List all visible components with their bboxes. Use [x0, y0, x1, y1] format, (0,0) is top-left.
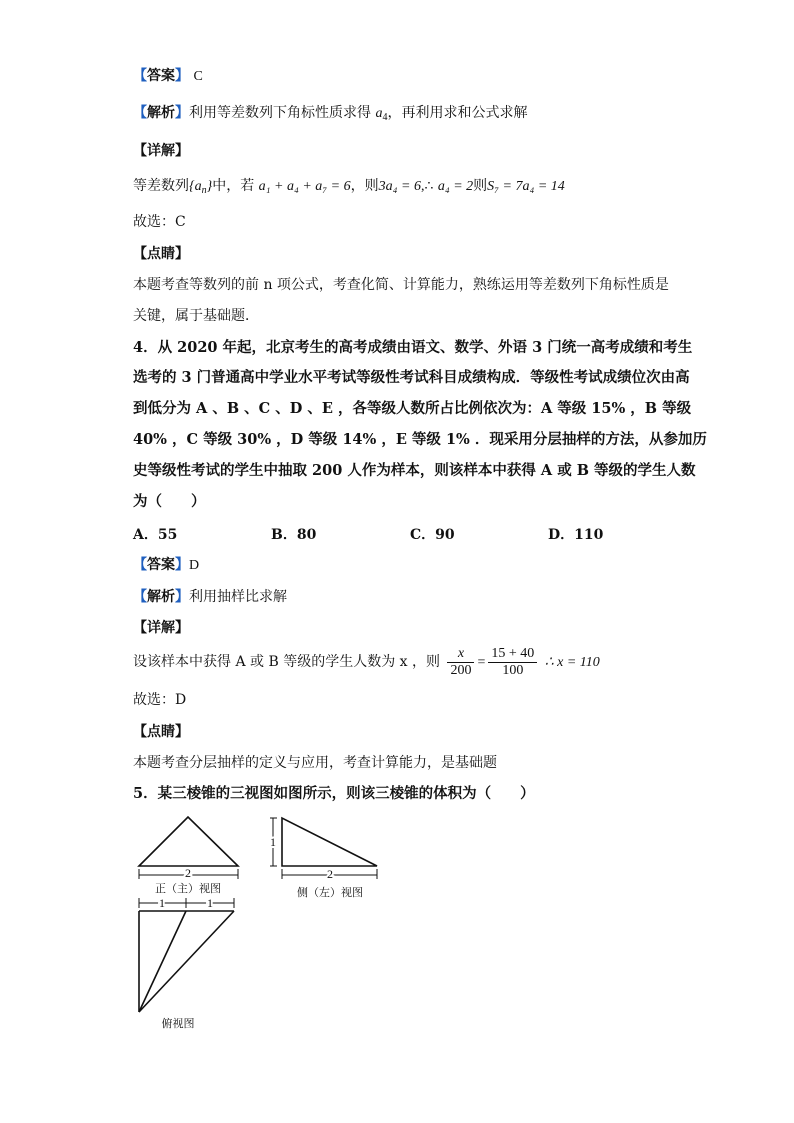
q4-analysis-tag: 解析: [147, 589, 175, 605]
side-view-label: 侧（左）视图: [297, 887, 363, 899]
q4-frac2-den: 100: [502, 662, 524, 678]
q4-frac1-num: x: [447, 646, 474, 663]
top-dim-left-label: 1: [159, 896, 165, 910]
q3-detail-eq4: S₇ = 7a₄ = 14: [487, 179, 565, 194]
q3-choose: 故选：C: [133, 214, 186, 230]
q3-detail-prefix: 等差数列: [133, 178, 189, 194]
q3-comment-line1: 本题考查等数列的前 n 项公式，考查化简、计算能力，熟练运用等差数列下角标性质是: [133, 277, 669, 293]
q4-stem-line4: 40% ，C 等级 30% ，D 等级 14% ，E 等级 1% ．现采用分层抽样的方法，从参加历: [133, 431, 707, 448]
q3-detail-seq-end: }: [206, 179, 213, 194]
front-dim-label: 2: [185, 866, 191, 880]
q4-answer-tag: 答案: [147, 557, 175, 573]
q3-analysis-text: 利用等差数列下角标性质求得: [189, 105, 371, 121]
q4-analysis-text: 利用抽样比求解: [189, 589, 287, 605]
q4-choose: 故选：D: [133, 692, 187, 708]
q3-analysis-var: a: [375, 106, 383, 121]
q3-answer-line: 【答案】 C: [133, 68, 203, 84]
q3-detail-then: ，则: [350, 178, 379, 194]
q3-detail-then2: 则: [473, 178, 488, 194]
q3-detail-eq3: a₄ = 2: [437, 179, 474, 194]
side-view: [270, 818, 377, 879]
q3-detail-therefore: ∴: [424, 178, 434, 194]
q4-answer-line: 【答案】D: [133, 557, 200, 573]
q5-stem: 5．某三棱锥的三视图如图所示，则该三棱锥的体积为（ ）: [133, 785, 535, 802]
q4-option-a: A．55: [133, 527, 178, 543]
side-width-dim-label: 2: [327, 867, 333, 881]
q3-analysis-tail: ，再利用求和公式求解: [387, 105, 528, 121]
q3-detail-seq: {a: [189, 179, 202, 194]
q4-detail-result: ∴ x = 110: [544, 655, 600, 670]
q3-analysis-line: 【解析】利用等差数列下角标性质求得 $a_4$，再利用求和公式求解: [133, 105, 528, 123]
q4-stem-line5: 史等级性考试的学生中抽取 200 人作为样本，则该样本中获得 A 或 B 等级的学生人数: [133, 462, 696, 479]
q4-comment-line1: 本题考查分层抽样的定义与应用，考查计算能力，是基础题: [133, 755, 497, 771]
top-view: [139, 898, 234, 1012]
q4-option-d: D．110: [548, 527, 604, 543]
q4-equals: =: [477, 655, 486, 670]
q3-analysis-sub: 4: [382, 112, 388, 123]
q4-stem-line3: 到低分为 A 、B 、C 、D 、E ，各等级人数所占比例依次为：A 等级 15% ，B 等级: [133, 400, 692, 417]
q3-detail-eq2: 3a₄ = 6: [378, 179, 421, 194]
q3-detail-seq-sub: n: [201, 185, 207, 196]
side-height-dim-label: 1: [270, 835, 276, 849]
q4-frac2-num: 15 + 40: [488, 646, 537, 663]
q4-answer-value: D: [189, 558, 200, 573]
q4-comment-tag: 【点睛】: [133, 724, 189, 740]
q4-detail-tag: 【详解】: [133, 620, 189, 636]
q4-option-b: B．80: [271, 527, 317, 543]
q3-analysis-tag: 解析: [147, 105, 175, 121]
front-view-label: 正（主）视图: [155, 883, 221, 895]
q3-detail-eq1: a₁ + a₄ + a₇ = 6: [258, 179, 351, 194]
q3-detail-mid: 中，若: [212, 178, 255, 194]
q4-analysis-line: 【解析】利用抽样比求解: [133, 589, 287, 605]
q3-answer-value: C: [193, 69, 203, 84]
q4-detail-text: 设该样本中获得 A 或 B 等级的学生人数为 x ，则: [133, 654, 440, 670]
q4-stem-line2: 选考的 3 门普通高中学业水平考试等级性考试科目成绩构成．等级性考试成绩位次由高: [133, 369, 690, 386]
q3-comment-tag: 【点睛】: [133, 246, 189, 262]
q4-option-c: C．90: [410, 527, 455, 543]
q3-detail-line: 等差数列$\{a_n\}$中，若 a₁ + a₄ + a₇ = 6，则3a₄ = 6,∴ a₄ = 2则S₇ = 7a₄ = 14: [133, 178, 565, 196]
q3-answer-tag: 答案: [147, 68, 175, 84]
q3-detail-tag: 【详解】: [133, 143, 189, 159]
q4-frac1-den: 200: [450, 662, 472, 678]
q3-comment-line2: 关键，属于基础题．: [133, 308, 259, 324]
top-view-label: 俯视图: [161, 1018, 195, 1030]
q4-stem-line1: 4．从 2020 年起，北京考生的高考成绩由语文、数学、外语 3 门统一高考成绩和考生: [133, 339, 693, 356]
q4-stem-line6: 为（ ）: [133, 493, 206, 510]
top-dim-right-label: 1: [207, 896, 213, 910]
